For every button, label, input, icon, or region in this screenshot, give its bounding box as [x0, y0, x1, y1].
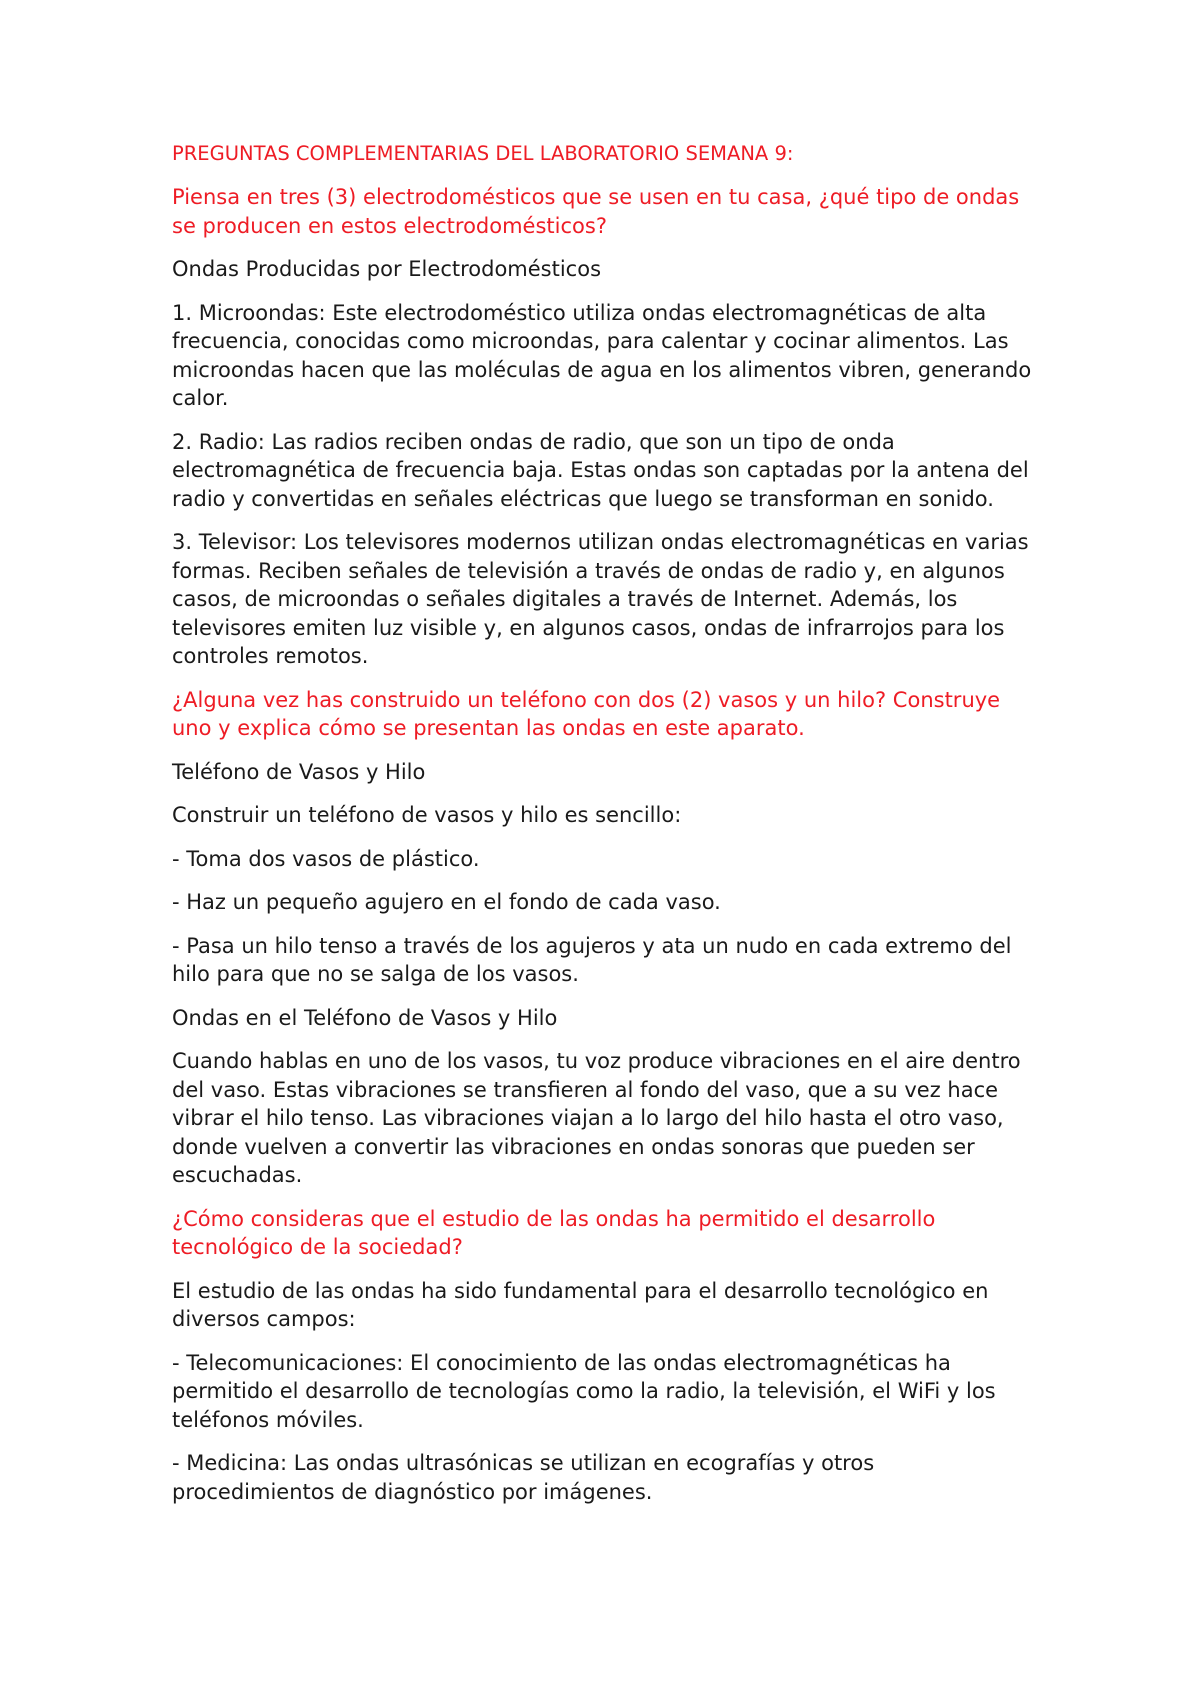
- document-title: PREGUNTAS COMPLEMENTARIAS DEL LABORATORIO SEMANA 9:: [172, 142, 794, 165]
- section-heading-telefono: Teléfono de Vasos y Hilo: [172, 759, 426, 784]
- document-body: [172, 140, 1034, 1521]
- answer-item-telecomunicaciones: - Telecomunicaciones: El conocimiento de las ondas electromagnéticas ha permitido el desarrollo de tecnologías como la radio, la televisión, el WiFi y los teléfonos móviles.: [172, 1350, 996, 1432]
- answer-item-microondas: 1. Microondas: Este electrodoméstico utiliza ondas electromagnéticas de alta frecuencia, conocidas como microondas, para calentar y cocinar alimentos. Las microondas hacen que las moléculas de agua en los alimentos vibren, generando calor.: [172, 300, 1032, 410]
- question-3: ¿Cómo consideras que el estudio de las ondas ha permitido el desarrollo tecnológico de la sociedad?: [172, 1206, 936, 1259]
- answer-step-2: - Haz un pequeño agujero en el fondo de cada vaso.: [172, 890, 721, 914]
- answer-step-1: - Toma dos vasos de plástico.: [172, 846, 480, 871]
- section-heading-electrodomesticos: Ondas Producidas por Electrodomésticos: [172, 257, 602, 281]
- section-heading-ondas-telefono: Ondas en el Teléfono de Vasos y Hilo: [172, 1005, 558, 1030]
- answer-item-medicina: - Medicina: Las ondas ultrasónicas se utilizan en ecografías y otros procedimientos de diagnóstico por imágenes.: [172, 1451, 875, 1504]
- question-2: ¿Alguna vez has construido un teléfono con dos (2) vasos y un hilo? Construye uno y explica cómo se presentan las ondas en este aparato.: [172, 687, 1001, 740]
- answer-item-radio: 2. Radio: Las radios reciben ondas de radio, que son un tipo de onda electromagnética de frecuencia baja. Estas ondas son captadas por la antena del radio y convertidas en señales eléctricas que luego se transforman en sonido.: [172, 429, 1029, 511]
- question-1: Piensa en tres (3) electrodomésticos que se usen en tu casa, ¿qué tipo de ondas se producen en estos electrodomésticos?: [172, 185, 1020, 238]
- answer-step-3: - Pasa un hilo tenso a través de los agujeros y ata un nudo en cada extremo del hilo para que no se salga de los vasos.: [172, 933, 1012, 986]
- answer-explanation: Cuando hablas en uno de los vasos, tu voz produce vibraciones en el aire dentro del vaso. Estas vibraciones se transfieren al fondo del vaso, que a su vez hace vibrar el hilo tenso. Las vibraciones viajan a lo largo del hilo hasta el otro vaso, donde vuelven a convertir las vibraciones en ondas sonoras que pueden ser escuchadas.: [172, 1049, 1021, 1187]
- answer-item-televisor: 3. Televisor: Los televisores modernos utilizan ondas electromagnéticas en varias formas. Reciben señales de televisión a través de ondas de radio y, en algunos casos, de microondas o señales digitales a través de Internet. Además, los televisores emiten luz visible y, en algunos casos, ondas de infrarrojos para los controles remotos.: [172, 530, 1029, 668]
- answer-intro-desarrollo: El estudio de las ondas ha sido fundamental para el desarrollo tecnológico en diversos campos:: [172, 1278, 989, 1331]
- answer-intro-construccion: Construir un teléfono de vasos y hilo es sencillo:: [172, 803, 682, 827]
